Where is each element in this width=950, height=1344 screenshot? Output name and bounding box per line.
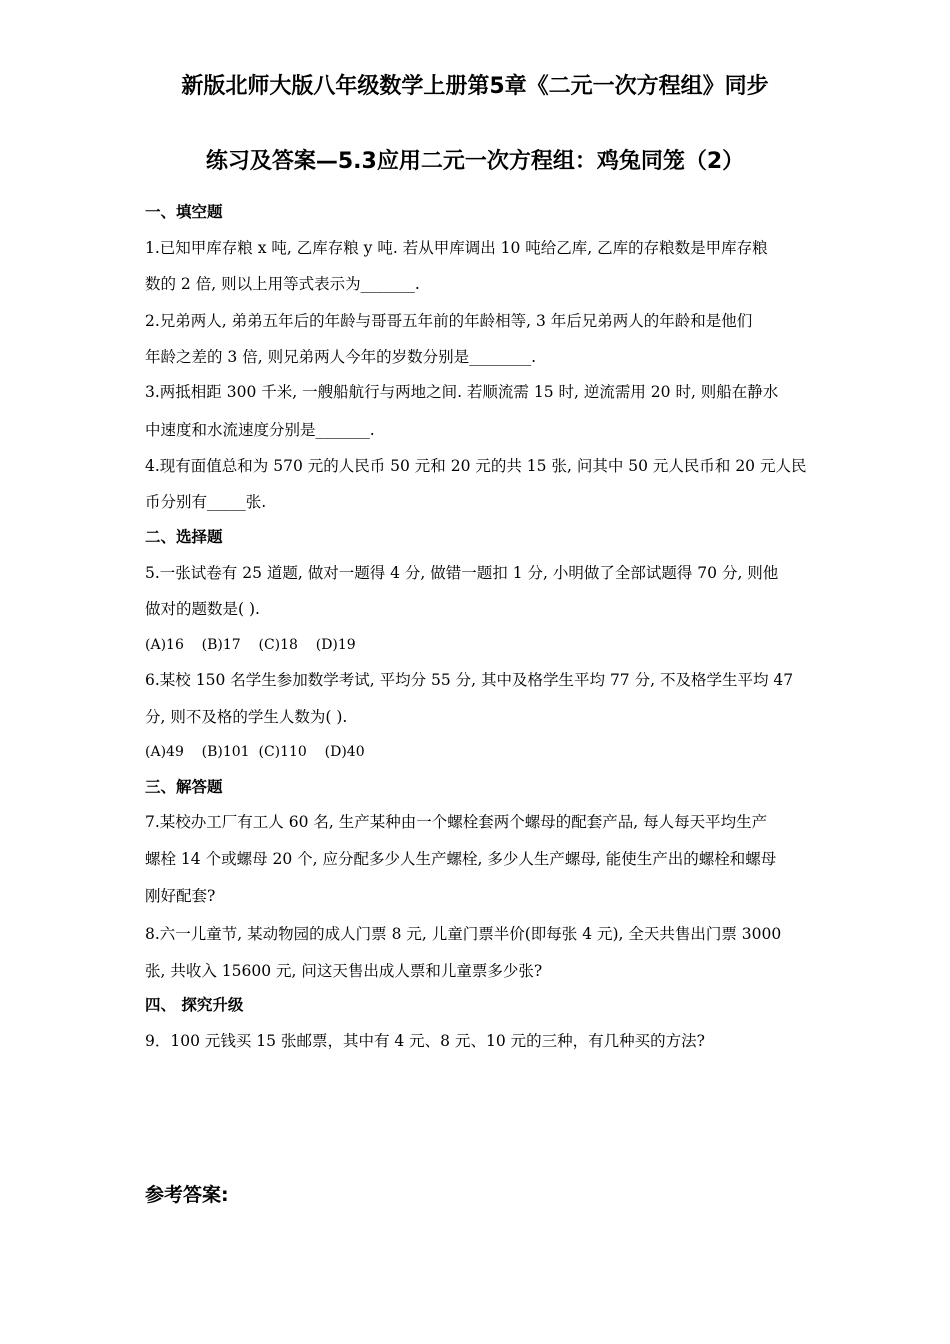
question-4-line-2: 币分别有_____张. bbox=[145, 493, 267, 511]
question-5-line-2: 做对的题数是( ). bbox=[145, 600, 260, 618]
question-7-line-2: 螺栓 14 个或螺母 20 个, 应分配多少人生产螺栓, 多少人生产螺母, 能使生产出的螺栓和螺母 bbox=[145, 850, 777, 868]
question-8-line-1: 8.六一儿童节, 某动物园的成人门票 8 元, 儿童门票半价(即每张 4 元), 全天共售出门票 3000 bbox=[145, 925, 782, 943]
question-1-line-2: 数的 2 倍, 则以上用等式表示为_______. bbox=[145, 275, 420, 293]
page-title-line-2: 练习及答案—5.3应用二元一次方程组：鸡兔同笼（2） bbox=[205, 149, 745, 174]
question-5-options: (A)16 (B)17 (C)18 (D)19 bbox=[145, 637, 356, 653]
question-6-line-1: 6.某校 150 名学生参加数学考试, 平均分 55 分, 其中及格学生平均 77 分, 不及格学生平均 47 bbox=[145, 671, 794, 689]
question-6-options: (A)49 (B)101 (C)110 (D)40 bbox=[145, 744, 365, 760]
question-3-line-1: 3.两抵相距 300 千米, 一艘船航行与两地之间. 若顺流需 15 时, 逆流需用 20 时, 则船在静水 bbox=[145, 383, 779, 401]
section-heading-solve: 三、解答题 bbox=[145, 778, 223, 796]
section-heading-fill-in: 一、填空题 bbox=[145, 203, 223, 221]
question-4-line-1: 4.现有面值总和为 570 元的人民币 50 元和 20 元的共 15 张, 问其中 50 元人民币和 20 元人民 bbox=[145, 457, 807, 475]
question-1-line-1: 1.已知甲库存粮 x 吨, 乙库存粮 y 吨. 若从甲库调出 10 吨给乙库, 乙库的存粮数是甲库存粮 bbox=[145, 239, 768, 257]
question-8-line-2: 张, 共收入 15600 元, 问这天售出成人票和儿童票多少张? bbox=[145, 962, 543, 980]
question-7-line-3: 刚好配套? bbox=[145, 887, 216, 905]
question-9-line-1: 9．100 元钱买 15 张邮票，其中有 4 元、8 元、10 元的三种，有几种买的方法? bbox=[145, 1032, 705, 1050]
section-heading-multiple-choice: 二、选择题 bbox=[145, 528, 223, 546]
question-3-line-2: 中速度和水流速度分别是_______. bbox=[145, 421, 375, 439]
question-2-line-1: 2.兄弟两人, 弟弟五年后的年龄与哥哥五年前的年龄相等, 3 年后兄弟两人的年龄和是他们 bbox=[145, 312, 753, 330]
answers-heading: 参考答案: bbox=[145, 1184, 229, 1206]
section-heading-explore: 四、 探究升级 bbox=[145, 996, 244, 1014]
question-2-line-2: 年龄之差的 3 倍, 则兄弟两人今年的岁数分别是________. bbox=[145, 348, 536, 366]
question-7-line-1: 7.某校办工厂有工人 60 名, 生产某种由一个螺栓套两个螺母的配套产品, 每人每天平均生产 bbox=[145, 813, 768, 831]
question-6-line-2: 分, 则不及格的学生人数为( ). bbox=[145, 708, 348, 726]
question-5-line-1: 5.一张试卷有 25 道题, 做对一题得 4 分, 做错一题扣 1 分, 小明做了全部试题得 70 分, 则他 bbox=[145, 564, 779, 582]
page-title-line-1: 新版北师大版八年级数学上册第5章《二元一次方程组》同步 bbox=[181, 74, 769, 99]
